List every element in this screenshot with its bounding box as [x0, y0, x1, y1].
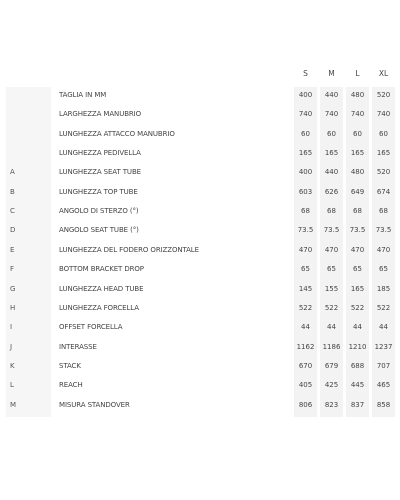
row-label: LUNGHEZZA PEDIVELLA: [59, 149, 141, 157]
table-cell: 425: [324, 381, 339, 389]
row-label: LUNGHEZZA SEAT TUBE: [59, 168, 141, 176]
table-cell: 740: [350, 110, 365, 118]
table-cell: 480: [350, 91, 365, 99]
row-letter: F: [10, 265, 15, 273]
table-cell: 60: [379, 130, 388, 138]
table-cell: 65: [379, 265, 388, 273]
table-cell: 65: [301, 265, 310, 273]
table-cell: 806: [298, 401, 313, 409]
table-cell: 165: [324, 149, 339, 157]
table-cell: 68: [301, 207, 310, 215]
table-cell: 445: [350, 381, 365, 389]
table-cell: 440: [324, 168, 339, 176]
row-letter: E: [10, 246, 15, 254]
table-cell: 520: [376, 168, 391, 176]
table-cell: 73.5: [375, 226, 392, 234]
table-cell: 740: [324, 110, 339, 118]
table-cell: 165: [350, 149, 365, 157]
table-cell: 60: [301, 130, 310, 138]
table-cell: 68: [379, 207, 388, 215]
table-cell: 185: [376, 285, 391, 293]
table-cell: 858: [376, 401, 391, 409]
table-cell: 73.5: [297, 226, 314, 234]
table-cell: 145: [298, 285, 313, 293]
table-cell: 470: [298, 246, 313, 254]
table-cell: 674: [376, 188, 391, 196]
row-label: LUNGHEZZA ATTACCO MANUBRIO: [59, 130, 175, 138]
table-cell: 740: [376, 110, 391, 118]
table-cell: 670: [298, 362, 313, 370]
row-label: LUNGHEZZA DEL FODERO ORIZZONTALE: [59, 246, 199, 254]
table-cell: 65: [327, 265, 336, 273]
row-letter: M: [10, 401, 17, 409]
table-cell: 520: [376, 91, 391, 99]
table-cell: 649: [350, 188, 365, 196]
table-cell: 1210: [348, 343, 367, 351]
table-cell: 465: [376, 381, 391, 389]
table-cell: 823: [324, 401, 339, 409]
row-label: OFFSET FORCELLA: [59, 323, 123, 331]
row-label: REACH: [59, 381, 83, 389]
table-cell: 626: [324, 188, 339, 196]
table-cell: 470: [376, 246, 391, 254]
row-label: STACK: [59, 362, 81, 370]
size-header-xl: XL: [378, 69, 389, 78]
table-cell: 68: [353, 207, 362, 215]
table-cell: 522: [324, 304, 339, 312]
table-cell: 400: [298, 91, 313, 99]
table-cell: 470: [350, 246, 365, 254]
table-cell: 679: [324, 362, 339, 370]
row-letter: J: [10, 343, 13, 351]
row-label: ANGOLO DI STERZO (°): [59, 207, 139, 215]
table-cell: 44: [301, 323, 310, 331]
table-cell: 68: [327, 207, 336, 215]
row-label: LARGHEZZA MANUBRIO: [59, 110, 142, 118]
row-label: INTERASSE: [59, 343, 97, 351]
table-cell: 837: [350, 401, 365, 409]
table-cell: 1237: [374, 343, 393, 351]
table-cell: 165: [298, 149, 313, 157]
table-cell: 480: [350, 168, 365, 176]
table-cell: 44: [379, 323, 388, 331]
table-cell: 73.5: [323, 226, 340, 234]
size-header-s: S: [303, 69, 308, 78]
table-cell: 44: [353, 323, 362, 331]
row-label: BOTTOM BRACKET DROP: [59, 265, 144, 273]
table-cell: 688: [350, 362, 365, 370]
table-cell: 707: [376, 362, 391, 370]
table-cell: 470: [324, 246, 339, 254]
row-letter: D: [10, 226, 16, 234]
row-label: LUNGHEZZA TOP TUBE: [59, 188, 138, 196]
table-cell: 522: [350, 304, 365, 312]
table-cell: 440: [324, 91, 339, 99]
table-cell: 740: [298, 110, 313, 118]
row-letter: A: [10, 168, 15, 176]
table-cell: 60: [327, 130, 336, 138]
table-cell: 165: [376, 149, 391, 157]
table-cell: 60: [353, 130, 362, 138]
table-cell: 522: [298, 304, 313, 312]
table-cell: 400: [298, 168, 313, 176]
table-cell: 1186: [322, 343, 341, 351]
row-label: TAGLIA IN MM: [59, 91, 107, 99]
size-header-l: L: [355, 69, 360, 78]
row-label: ANGOLO SEAT TUBE (°): [59, 226, 139, 234]
size-header-m: M: [328, 69, 335, 78]
table-cell: 522: [376, 304, 391, 312]
row-letter: L: [10, 381, 14, 389]
row-letter: C: [10, 207, 15, 215]
row-label: MISURA STANDOVER: [59, 401, 130, 409]
table-cell: 65: [353, 265, 362, 273]
table-cell: 73.5: [349, 226, 366, 234]
row-label: LUNGHEZZA HEAD TUBE: [59, 285, 144, 293]
row-letter: I: [10, 323, 13, 331]
row-letter: B: [10, 188, 15, 196]
table-cell: 155: [324, 285, 339, 293]
table-cell: 603: [298, 188, 313, 196]
table-cell: 44: [327, 323, 336, 331]
table-cell: 405: [298, 381, 313, 389]
row-letter: G: [10, 285, 16, 293]
row-letter: H: [10, 304, 16, 312]
table-cell: 165: [350, 285, 365, 293]
table-cell: 1162: [296, 343, 315, 351]
row-letter: K: [10, 362, 15, 370]
row-label: LUNGHEZZA FORCELLA: [59, 304, 139, 312]
